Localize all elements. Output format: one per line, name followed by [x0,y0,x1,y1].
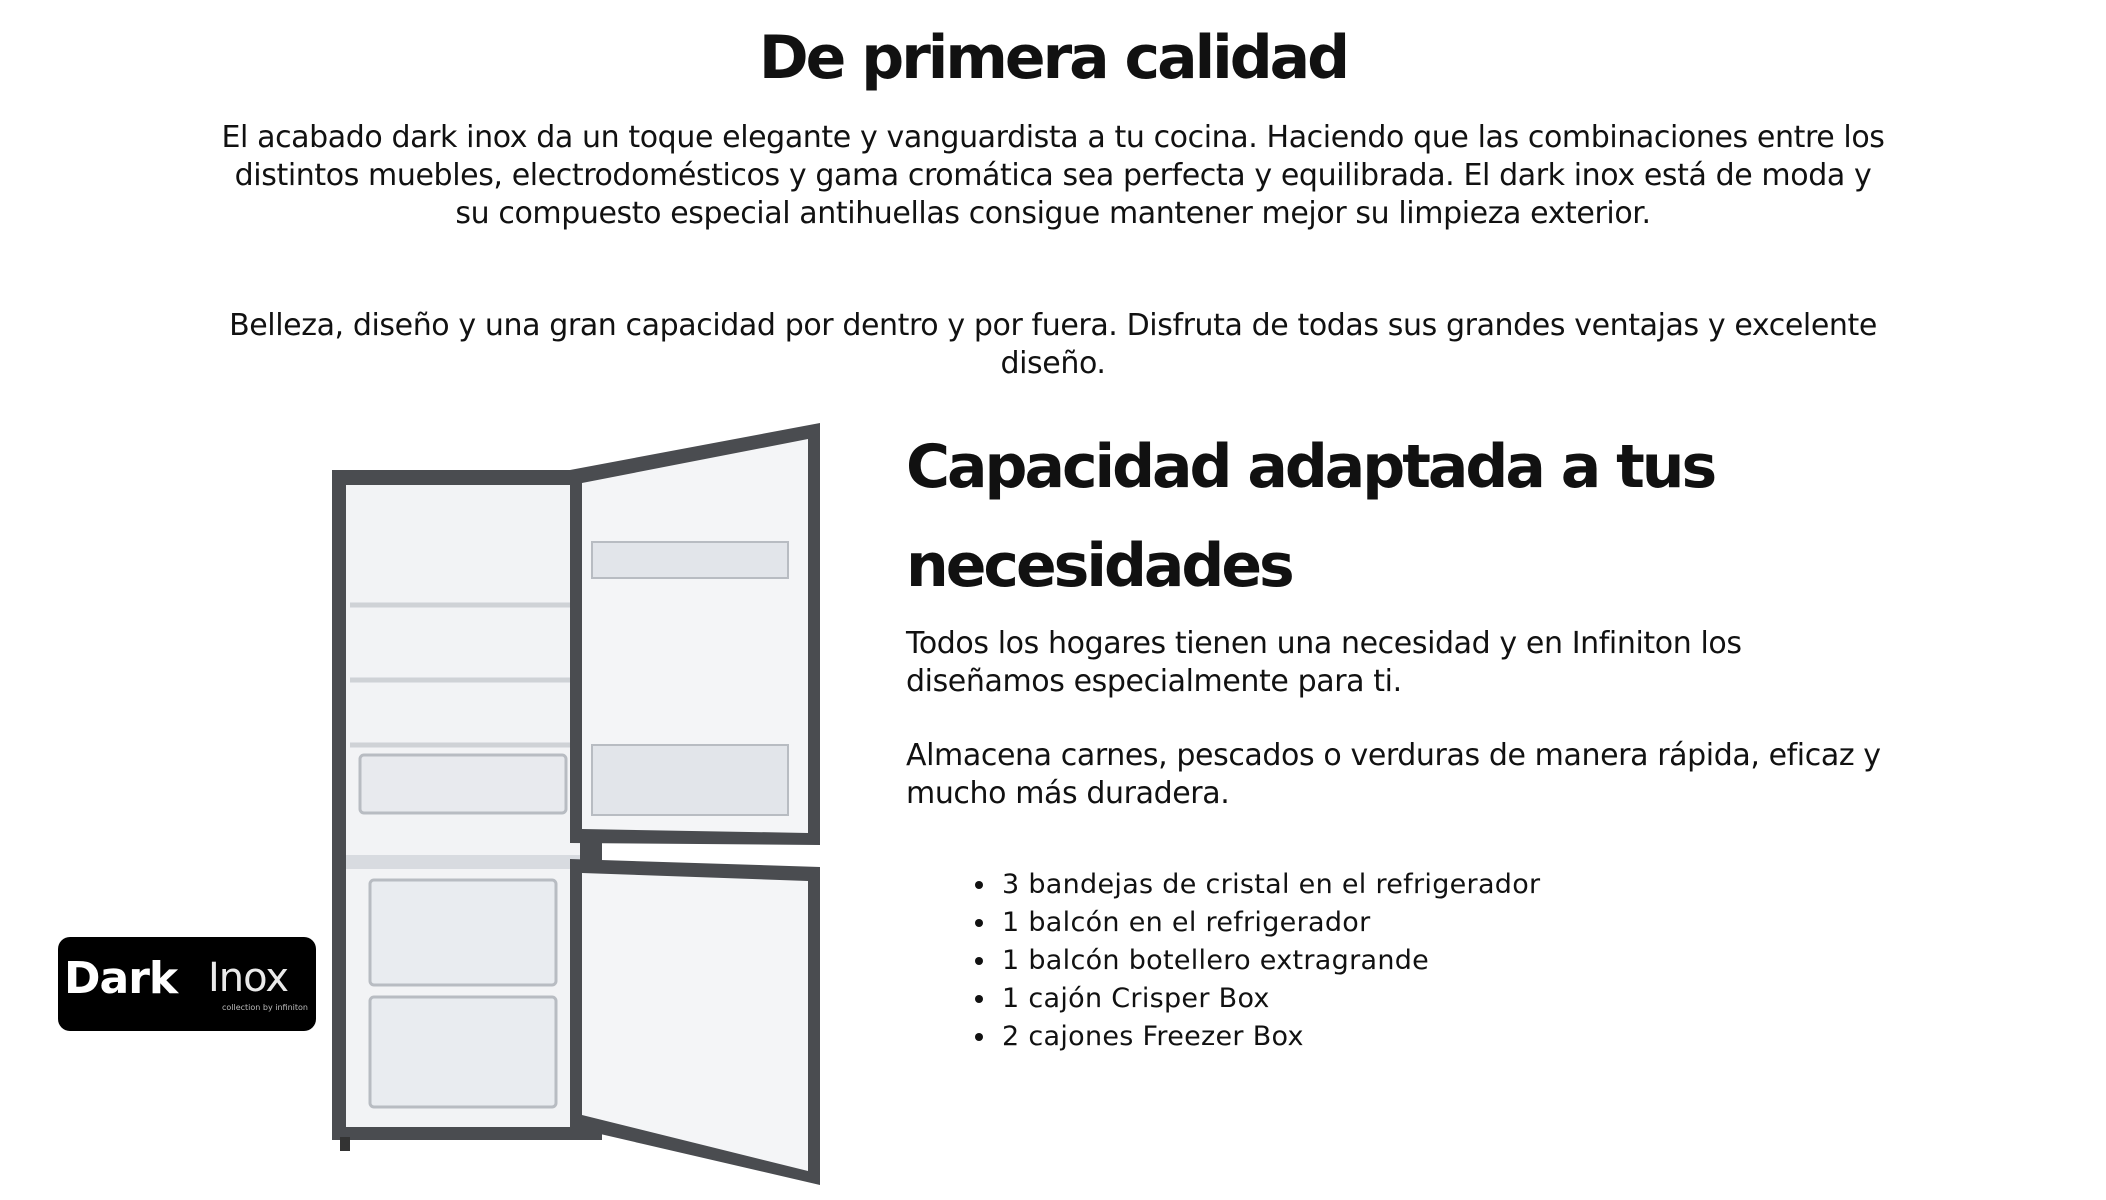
intro-paragraph: El acabado dark inox da un toque elegante y vanguardista a tu cocina. Haciendo que las combinaciones entre los distintos muebles, electrodomésticos y gama cromática sea perfecta y equilibrada. El dark inox está de moda y su compuesto especial antihuellas consigue mantener mejor su limpieza exterior. [221,120,1885,231]
feature-item: • 2 cajones Freezer Box [998,1018,1540,1056]
logo-dark-text: Dark [64,953,178,1004]
door-balcony [592,542,788,578]
logo-inox-text: Inox [208,955,289,1001]
intro-paragraph-secondary: Belleza, diseño y una gran capacidad por dentro y por fuera. Disfruta de todas sus grandes ventajas y excelente diseño. [229,308,1877,381]
capacity-heading: Capacidad adaptada a tus necesidades [906,432,1715,601]
capacity-paragraph-secondary: Almacena carnes, pescados o verduras de manera rápida, eficaz y mucho más duradera. [906,738,1881,811]
door-bottle-balcony [592,745,788,815]
freezer-drawer [370,997,556,1107]
features-list [960,866,1540,1056]
fridge-foot [340,1137,350,1151]
feature-item: • 1 balcón en el refrigerador [998,904,1540,942]
capacity-paragraph: Todos los hogares tienen una necesidad y en Infiniton los diseñamos especialmente para ti. [906,626,1742,699]
feature-item: • 1 cajón Crisper Box [998,980,1540,1018]
logo-subtitle: collection by infiniton [221,1003,308,1012]
freezer-drawer [370,880,556,985]
dark-inox-logo [58,937,316,1031]
fridge-image [300,415,840,1185]
feature-item: • 3 bandejas de cristal en el refrigerador [998,866,1540,904]
fridge-divider [346,855,580,869]
feature-item: • 1 balcón botellero extragrande [998,942,1540,980]
crisper-box [360,755,566,813]
page-title: De primera calidad [758,23,1348,93]
